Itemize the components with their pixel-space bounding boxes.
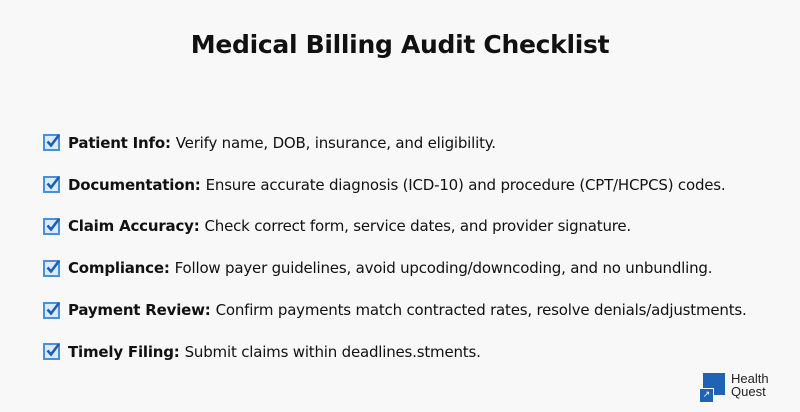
checkbox-checked-icon[interactable] — [43, 218, 60, 235]
page-title: Medical Billing Audit Checklist — [190, 30, 610, 59]
checklist-item — [43, 122, 747, 164]
item-text: Ensure accurate diagnosis (ICD-10) and procedure (CPT/HCPCS) codes. — [205, 175, 726, 194]
item-text: Check correct form, service dates, and provider signature. — [204, 217, 631, 236]
checkbox-checked-icon[interactable] — [43, 302, 60, 319]
item-label: Claim Accuracy: — [68, 217, 200, 236]
item-text: Verify name, DOB, insurance, and eligibility. — [175, 133, 496, 152]
logo-text-line2: Quest — [731, 384, 766, 399]
checklist — [43, 122, 747, 373]
item-text: Submit claims within deadlines.stments. — [184, 342, 481, 361]
health-quest-logo — [699, 371, 799, 411]
checkbox-checked-icon[interactable] — [43, 176, 60, 193]
checkbox-checked-icon[interactable] — [43, 260, 60, 277]
checklist-item — [43, 331, 747, 373]
item-label: Patient Info: — [68, 133, 171, 152]
checkbox-checked-icon[interactable] — [43, 343, 60, 360]
item-label: Documentation: — [68, 175, 201, 194]
item-label: Timely Filing: — [68, 342, 180, 361]
logo-text-line1: Health — [731, 371, 769, 386]
logo-arrow-icon: ↗ — [699, 388, 714, 403]
item-text: Follow payer guidelines, avoid upcoding/downcoding, and no unbundling. — [174, 259, 713, 278]
checklist-item — [43, 206, 747, 248]
item-label: Payment Review: — [68, 301, 211, 320]
item-text: Confirm payments match contracted rates, resolve denials/adjustments. — [215, 301, 747, 320]
item-label: Compliance: — [68, 259, 170, 278]
checklist-item — [43, 289, 747, 331]
checklist-item — [43, 164, 747, 206]
checklist-item — [43, 247, 747, 289]
checkbox-checked-icon[interactable] — [43, 134, 60, 151]
